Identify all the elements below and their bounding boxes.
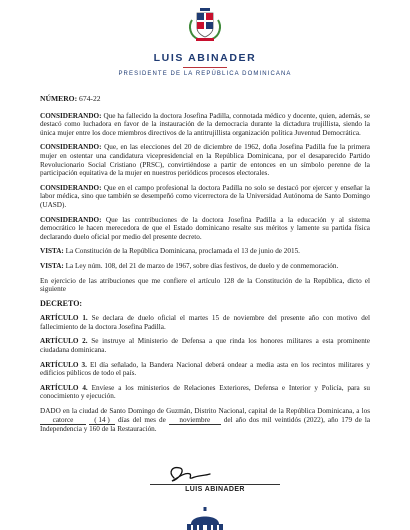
article-text: Se instruye al Ministerio de Defensa a que rinda los honores militares a esta prominente ciudadana dominicana. [40,337,370,355]
decree-number-value: 674-22 [79,94,101,103]
considerando-label: CONSIDERANDO: [40,111,102,120]
considerando-1 [40,112,370,138]
vista-1 [40,247,370,256]
article-label: ARTÍCULO 3. [40,360,87,369]
considerando-text: Que, en las elecciones del 20 de diciembre de 1962, doña Josefina Padilla fue la primera mujer en ostentar una candidatura vicepresidencial en la República Dominicana, por el desaparecido Partido Revolucionario Social Cristiano (PRSC), convirtiéndose a partir de entonces en un símbolo perenne de la participación equitativa de la mujer en nuestros periódicos procesos electorales. [40,143,370,178]
article-label: ARTÍCULO 2. [40,337,88,346]
palace-dome-icon [182,507,228,530]
considerando-text: Que las contribuciones de la doctora Josefina Padilla a la educación y al sistema democrático le hacen merecedora de que el Estado dominicano resalte sus méritos y lamente su partida física declarando duelo oficial por medio del presente decreto. [40,215,370,241]
article-1 [40,314,370,331]
vista-text: La Ley núm. 108, del 21 de marzo de 1967, sobre días festivos, de duelo y de conmemoración. [65,261,339,270]
considerando-3 [40,184,370,210]
signature-name: LUIS ABINADER [185,486,245,493]
closing-day-number: ( 14 ) [89,416,115,426]
coat-of-arms-icon [186,6,224,42]
closing-month: noviembre [169,416,221,426]
article-label: ARTÍCULO 1. [40,314,88,323]
letterhead-divider [183,67,227,68]
vista-text: La Constitución de la República Dominicana, proclamada el 13 de junio de 2015. [65,247,300,256]
decree-number [40,95,370,104]
article-2 [40,337,370,354]
article-3 [40,361,370,378]
considerando-label: CONSIDERANDO: [40,143,102,152]
considerando-2 [40,143,370,177]
handwritten-signature [160,462,240,484]
letterhead-name: LUIS ABINADER [153,52,257,64]
decreto-heading: DECRETO: [40,298,83,308]
vista-label: VISTA: [40,261,64,270]
preamble: En ejercicio de las atribuciones que me confiere el artículo 128 de la Constitución de la República, dicto el siguiente [40,276,370,294]
closing-text: del año dos mil veintidós (2022), año 179 de la Independencia y 160 de la Restauración. [40,415,371,434]
closing-day-word: catorce [40,416,86,426]
closing-paragraph [40,407,370,434]
considerando-label: CONSIDERANDO: [40,183,102,192]
closing-text: días del mes de [118,415,166,424]
vista-2 [40,262,370,271]
vista-label: VISTA: [40,247,64,256]
article-text: Envíese a los ministerios de Relaciones Exteriores, Defensa e Interior y Policía, para su conocimiento y ejecución. [40,383,370,401]
considerando-label: CONSIDERANDO: [40,215,102,224]
considerando-text: Que ha fallecido la doctora Josefina Padilla, connotada médico y docente, quien, además, se destacó como luchadora en favor de la instauración de la democracia durante la dictadura trujillista, siendo la única mujer entre los doce miembros directivos de la antitrujillista organización política Juventud Democrática. [40,111,371,137]
letterhead-title: PRESIDENTE DE LA REPÚBLICA DOMINICANA [118,71,292,77]
article-label: ARTÍCULO 4. [40,383,88,392]
decree-number-label: NÚMERO: [40,94,78,103]
signature-line [150,484,280,485]
decree-body [40,95,370,440]
article-4 [40,384,370,401]
article-text: El día señalado, la Bandera Nacional deberá ondear a media asta en los recintos militares y edificios públicos de todo el país. [40,360,370,378]
considerando-4 [40,216,370,242]
considerando-text: Que en el campo profesional la doctora Padilla no solo se destacó por ejercer y enseñar la labor médica, sino que también se desempeñó como vicerrectora de la Universidad Autónoma de Santo Domingo (UASD). [40,183,371,209]
closing-text: DADO en la ciudad de Santo Domingo de Guzmán, Distrito Nacional, capital de la República Dominicana, a los [40,407,370,416]
article-text: Se declara de duelo oficial el martes 15 de noviembre del presente año con motivo del fallecimiento de la doctora Josefina Padilla. [40,314,371,331]
